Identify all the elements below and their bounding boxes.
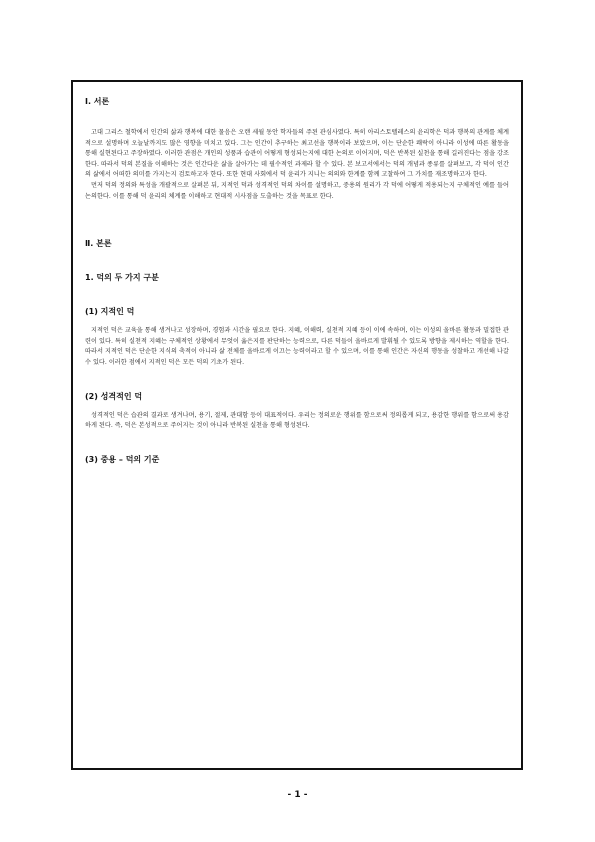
intro-paragraph-1: 고대 그리스 철학에서 인간의 삶과 행복에 대한 물음은 오랜 세월 동안 학자들의 주된 관심사였다. 특히 아리스토텔레스의 윤리학은 덕과 행복의 관계를 체계적으로 설명하며 오늘날까지도 많은 영향을 미치고 있다. 그는 인간이 추구하는 최고선을 행복이라 보았으며, 이는 단순한 쾌락이 아니라 이성에 따른 활동을 통해 실현된다고 주장하였다. 이러한 관점은 개인의 성품과 습관이 어떻게 형성되는지에 대한 논의로 이어지며, 덕은 반복된 실천을 통해 길러진다는 점을 강조한다. 따라서 덕의 본질을 이해하는 것은 인간다운 삶을 살아가는 데 필수적인 과제라 할 수 있다. 본 보고서에서는 덕의 개념과 종류를 살펴보고, 각 덕이 인간의 삶에서 어떠한 의미를 가지는지 검토하고자 한다. 또한 현대 사회에서 덕 윤리가 지니는 의의와 한계를 함께 고찰하여 그 가치를 재조명하고자 한다.	[85, 129, 509, 179]
intro-heading: Ⅰ. 서론	[85, 97, 110, 106]
intro-paragraph-2: 먼저 덕의 정의와 특성을 개괄적으로 살펴본 뒤, 지적인 덕과 성격적인 덕의 차이를 설명하고, 중용의 원리가 각 덕에 어떻게 적용되는지 구체적인 예를 들어 논의한다. 이를 통해 덕 윤리의 체계를 이해하고 현대적 시사점을 도출하는 것을 목표로 한다.	[85, 181, 509, 200]
subsection-2-heading: (2) 성격적인 덕	[85, 391, 143, 401]
page-number: - 1 -	[287, 790, 308, 800]
subsection-1-heading: (1) 지적인 덕	[85, 307, 135, 317]
subsection-2-paragraph: 성격적인 덕은 습관의 결과로 생겨나며, 용기, 절제, 관대함 등이 대표적이다. 우리는 정의로운 행위를 함으로써 정의롭게 되고, 용감한 행위를 함으로써 용감하게 된다. 즉, 덕은 본성적으로 주어지는 것이 아니라 반복된 실천을 통해 형성된다.	[85, 411, 509, 430]
section-1-heading: 1. 덕의 두 가지 구분	[85, 273, 159, 283]
subsection-3-heading: (3) 중용 – 덕의 기준	[85, 454, 160, 464]
document-frame	[71, 80, 523, 770]
body-heading: Ⅱ. 본론	[85, 239, 112, 249]
subsection-1-paragraph: 지적인 덕은 교육을 통해 생겨나고 성장하며, 경험과 시간을 필요로 한다. 지혜, 이해력, 실천적 지혜 등이 이에 속하며, 이는 이성의 올바른 활동과 밀접한 관련이 있다. 특히 실천적 지혜는 구체적인 상황에서 무엇이 옳은지를 판단하는 능력으로, 다른 덕들이 올바르게 발휘될 수 있도록 방향을 제시하는 역할을 한다. 따라서 지적인 덕은 단순한 지식의 축적이 아니라 삶 전체를 올바르게 이끄는 능력이라고 할 수 있으며, 이를 통해 인간은 자신의 행동을 성찰하고 개선해 나갈 수 있다. 이러한 점에서 지적인 덕은 모든 덕의 기초가 된다.	[85, 327, 509, 366]
